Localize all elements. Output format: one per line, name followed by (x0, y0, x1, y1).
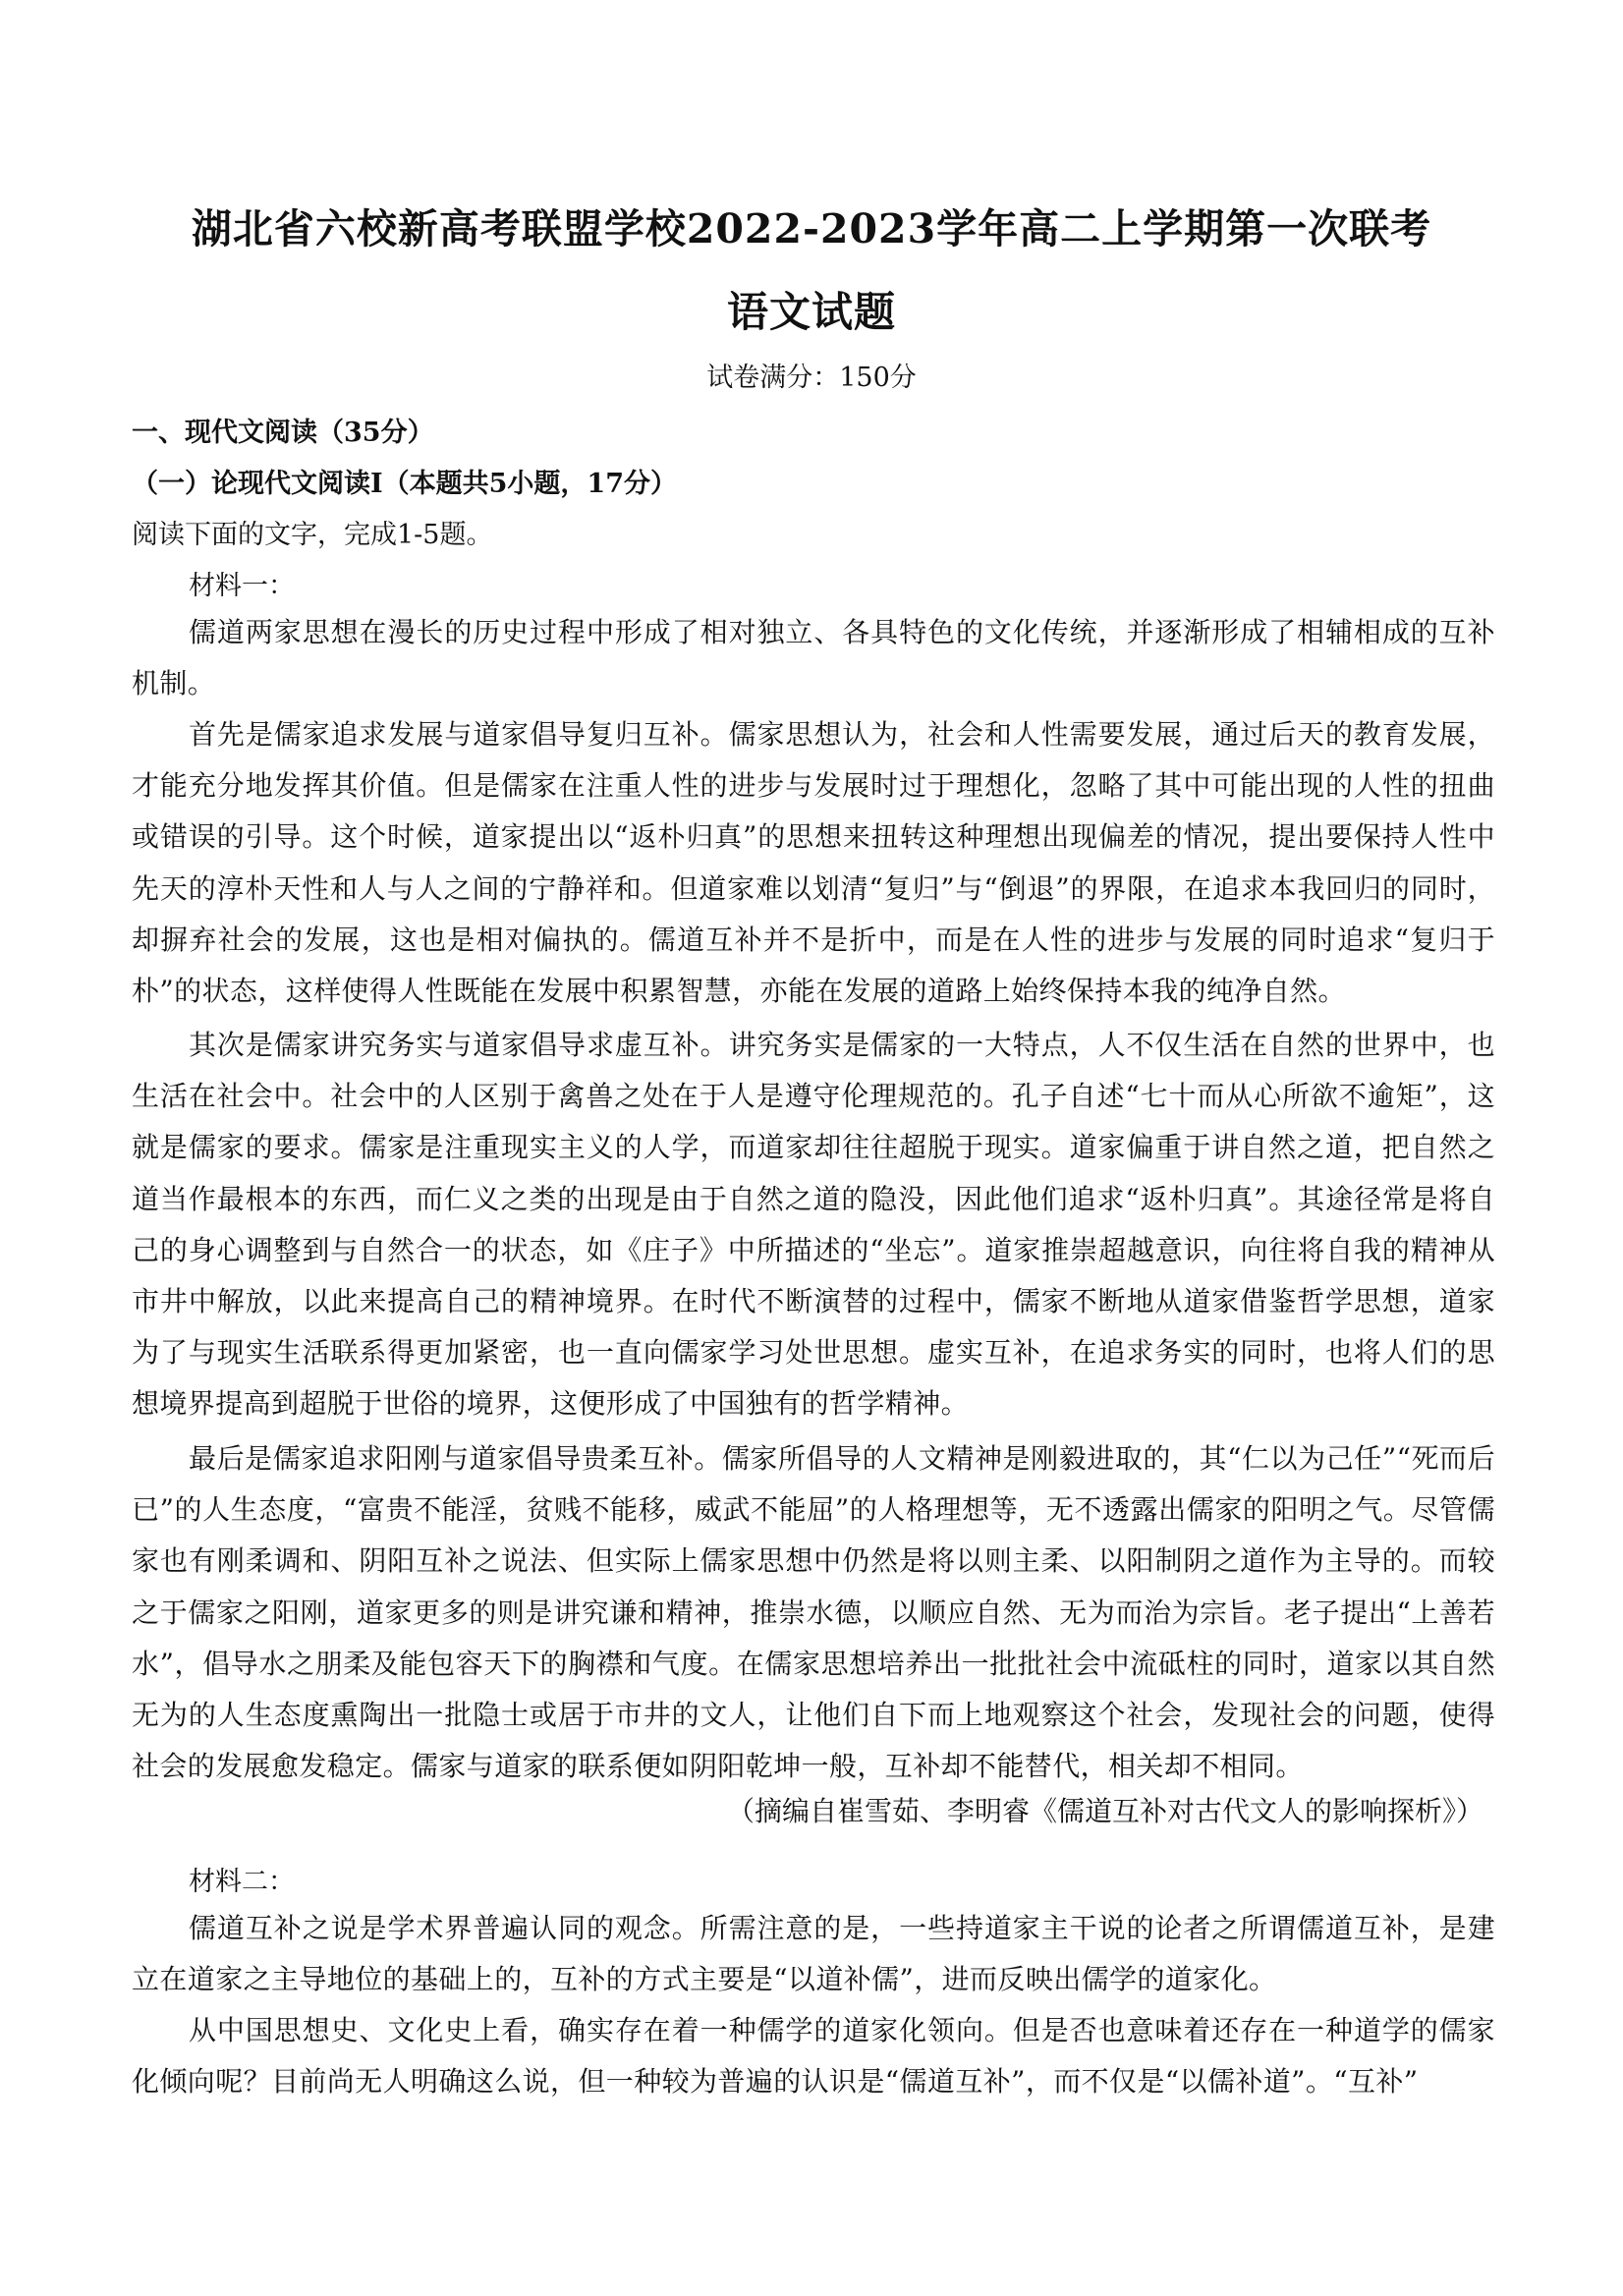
material-two-label: 材料二： (189, 1867, 295, 1897)
section-subheading: （一）论现代文阅读Ⅰ（本题共5小题，17分） (132, 469, 677, 499)
material-one-paragraph: 其次是儒家讲究务实与道家倡导求虚互补。讲究务实是儒家的一大特点，人不仅生活在自然的世界中，也生活在社会中。社会中的人区别于禽兽之处在于人是遵守伦理规范的。孔子自述“七十而从心所欲不逾矩”，这就是儒家的要求。儒家是注重现实主义的人学，而道家却往往超脱于现实。道家偏重于讲自然之道，把自然之道当作最根本的东西，而仁义之类的出现是由于自然之道的隐没，因此他们追求“返朴归真”。其途径常是将自己的身心调整到与自然合一的状态，如《庄子》中所描述的“坐忘”。道家推崇超越意识，向往将自我的精神从市井中解放，以此来提高自己的精神境界。在时代不断演替的过程中，儒家不断地从道家借鉴哲学思想，道家为了与现实生活联系得更加紧密，也一直向儒家学习处世思想。虚实互补，在追求务实的同时，也将人们的思想境界提高到超脱于世俗的境界，这便形成了中国独有的哲学精神。 (132, 1029, 1495, 1421)
material-one-label: 材料一： (189, 571, 295, 601)
section-heading: 一、现代文阅读（35分） (132, 418, 434, 448)
full-score: 试卷满分：150分 (706, 363, 917, 393)
material-two-paragraph: 儒道互补之说是学术界普遍认同的观念。所需注意的是，一些持道家主干说的论者之所谓儒道互补，是建立在道家之主导地位的基础上的，互补的方式主要是“以道补儒”，进而反映出儒学的道家化。 (132, 1912, 1495, 1996)
material-one-paragraph: 儒道两家思想在漫长的历史过程中形成了相对独立、各具特色的文化传统，并逐渐形成了相辅相成的互补机制。 (132, 616, 1495, 700)
exam-subtitle: 语文试题 (726, 288, 896, 336)
material-one-paragraph: 首先是儒家追求发展与道家倡导复归互补。儒家思想认为，社会和人性需要发展，通过后天的教育发展，才能充分地发挥其价值。但是儒家在注重人性的进步与发展时过于理想化，忽略了其中可能出现的人性的扭曲或错误的引导。这个时候，道家提出以“返朴归真”的思想来扭转这种理想出现偏差的情况，提出要保持人性中先天的淳朴天性和人与人之间的宁静祥和。但道家难以划清“复归”与“倒退”的界限，在追求本我回归的同时，却摒弃社会的发展，这也是相对偏执的。儒道互补并不是折中，而是在人性的进步与发展的同时追求“复归于朴”的状态，这样使得人性既能在发展中积累智慧，亦能在发展的道路上始终保持本我的纯净自然。 (132, 718, 1495, 1008)
material-two-paragraph: 从中国思想史、文化史上看，确实存在着一种儒学的道家化领向。但是否也意味着还存在一种道学的儒家化倾向呢？目前尚无人明确这么说，但一种较为普遍的认识是“儒道互补”，而不仅是“以儒补道”。“互补” (132, 2014, 1495, 2099)
material-one-citation: （摘编自崔雪茹、李明睿《儒道互补对古代文人的影响探析》） (726, 1795, 1483, 1827)
reading-instruction: 阅读下面的文字，完成1-5题。 (132, 520, 493, 550)
material-one-paragraph: 最后是儒家追求阳刚与道家倡导贵柔互补。儒家所倡导的人文精神是刚毅进取的，其“仁以为己任”“死而后已”的人生态度，“富贵不能淫，贫贱不能移，威武不能屈”的人格理想等，无不透露出儒家的阳明之气。尽管儒家也有刚柔调和、阴阳互补之说法、但实际上儒家思想中仍然是将以则主柔、以阳制阴之道作为主导的。而较之于儒家之阳刚，道家更多的则是讲究谦和精神，推崇水德，以顺应自然、无为而治为宗旨。老子提出“上善若水”，倡导水之朋柔及能包容天下的胸襟和气度。在儒家思想培养出一批批社会中流砥柱的同时，道家以其自然无为的人生态度熏陶出一批隐士或居于市井的文人，让他们自下而上地观察这个社会，发现社会的问题，使得社会的发展愈发稳定。儒家与道家的联系便如阴阳乾坤一般，互补却不能替代，相关却不相同。 (132, 1442, 1495, 1783)
exam-title: 湖北省六校新高考联盟学校2022-2023学年高二上学期第一次联考 (191, 205, 1432, 252)
